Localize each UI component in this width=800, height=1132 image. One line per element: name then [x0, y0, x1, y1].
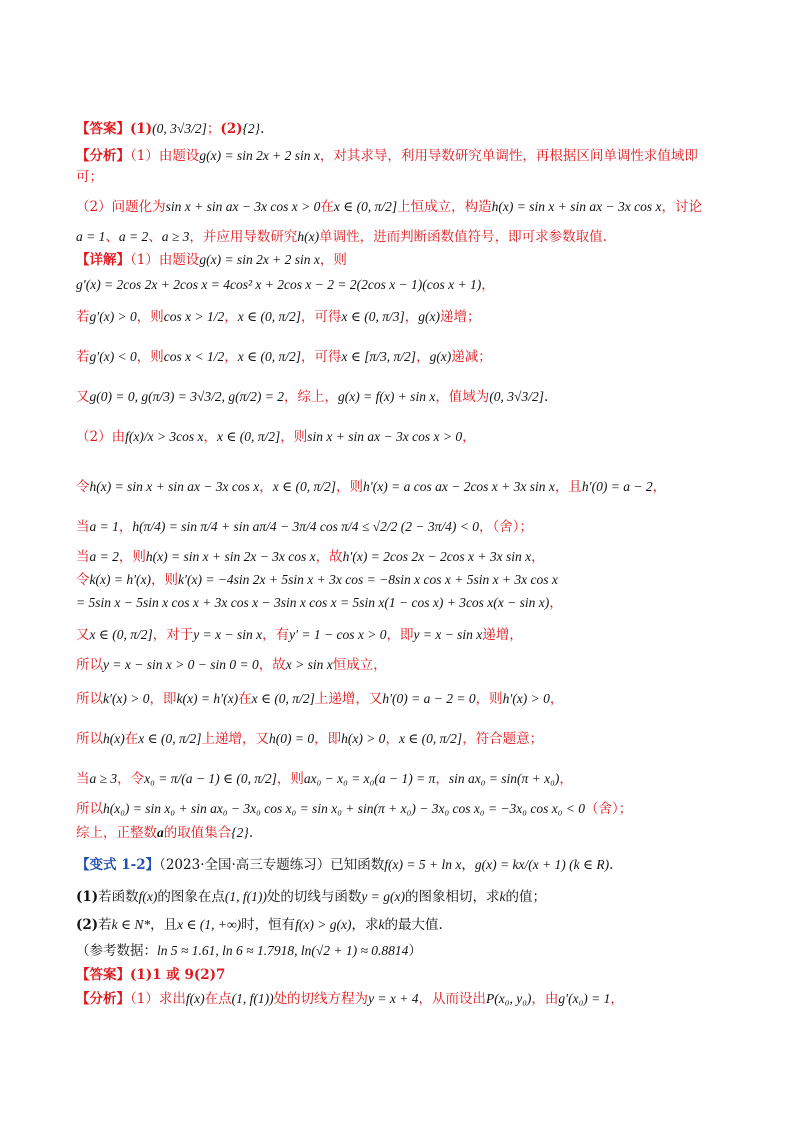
- math-expression: g(x) = kx/(x + 1) (k ∈ R): [474, 857, 610, 872]
- text-segment: ，: [224, 349, 238, 365]
- math-expression: g(0) = 0, g(π/3) = 3√3/2, g(π/2) = 2: [89, 389, 284, 404]
- math-expression: h(0) = 0: [268, 731, 315, 746]
- math-expression: k(x) = h′(x): [176, 691, 239, 706]
- detail-line-18: [76, 822, 740, 844]
- math-expression: ln 5 ≈ 1.61, ln 6 ≈ 1.7918, ln(√2 + 1) ≈ 0.8814: [157, 943, 409, 958]
- text-segment: ，故: [315, 549, 343, 565]
- math-expression: a = 1: [76, 229, 106, 244]
- math-expression: k ∈ N*: [111, 917, 151, 932]
- text-segment: (1): [130, 121, 153, 137]
- text-segment: （舍）；: [585, 801, 633, 817]
- math-expression: h′(0) = a − 2: [581, 479, 653, 494]
- detail-line-8: [76, 516, 740, 538]
- text-segment: ，: [462, 429, 476, 445]
- math-expression: h(x) = sin x + sin ax − 3x cos x: [89, 479, 260, 494]
- text-segment: ，故: [258, 657, 286, 673]
- text-segment: 的取值集合: [163, 825, 232, 841]
- math-expression: g(x) = f(x) + sin x: [338, 389, 436, 404]
- text-segment: 递减；: [451, 349, 492, 365]
- text-segment: ，求: [351, 917, 379, 933]
- text-segment: （1）由题设: [130, 252, 200, 268]
- math-expression: x₀ = π/(a − 1) ∈ (0, π/2]: [144, 771, 277, 786]
- math-expression: P(x₀, y₀): [486, 991, 532, 1006]
- text-segment: 所以: [76, 691, 103, 707]
- math-expression: f(x) = 5 + ln x: [384, 857, 462, 872]
- variant-line-3: [76, 914, 740, 936]
- text-segment: 所以: [76, 657, 103, 673]
- text-segment: 【详解】: [76, 252, 130, 268]
- text-segment: 、: [105, 229, 119, 245]
- math-expression: h(π/4) = sin π/4 + sin aπ/4 − 3π/4 cos π/4 ≤ √2/2 (2 − 3π/4) < 0: [132, 519, 479, 534]
- math-expression: (1, f(1)): [224, 889, 267, 904]
- text-segment: ，: [549, 691, 564, 707]
- math-expression: x ∈ (0, π/2]: [237, 309, 302, 324]
- text-segment: 所以: [76, 731, 103, 747]
- text-segment: 当: [76, 771, 90, 787]
- math-expression: f(x) > g(x): [295, 917, 352, 932]
- math-expression: {2}: [231, 825, 249, 840]
- math-expression: f(x): [138, 889, 158, 904]
- text-segment: 递增，: [482, 627, 523, 643]
- math-expression: g(x) = sin 2x + 2 sin x: [199, 252, 320, 267]
- text-segment: 处的切线方程为: [273, 991, 369, 1007]
- variant-line-4: [76, 940, 740, 962]
- detail-line-1: [76, 249, 740, 271]
- math-expression: h′(0) = a − 2 = 0: [382, 691, 476, 706]
- text-segment: 在: [238, 691, 252, 707]
- math-expression: f(x): [185, 991, 205, 1006]
- text-segment: ，: [118, 519, 133, 535]
- math-expression: x ∈ (0, π/2]: [89, 627, 153, 642]
- math-expression: g′(x) > 0: [89, 309, 137, 324]
- text-segment: 若函数: [98, 889, 139, 905]
- text-segment: ；: [206, 121, 221, 137]
- text-segment: ，符合题意；: [462, 731, 544, 747]
- text-segment: ，即: [314, 731, 342, 747]
- text-segment: 上递增，又: [314, 691, 383, 707]
- math-expression: (1, f(1)): [231, 991, 274, 1006]
- math-expression: h(x) > 0: [341, 731, 386, 746]
- text-segment: 当: [76, 549, 90, 565]
- text-segment: 当: [76, 519, 90, 535]
- math-expression: k′(x) = −4sin 2x + 5sin x + 3x cos = −8sin x cos x + 5sin x + 3x cos x: [178, 572, 558, 587]
- text-segment: (1): [76, 889, 99, 905]
- text-segment: ，则: [118, 549, 146, 565]
- text-segment: ）: [408, 943, 422, 959]
- math-expression: h(x₀) = sin x₀ + sin ax₀ − 3x₀ cos x₀ = sin x₀ + sin(π + x₀) − 3x₀ cos x₀ = −3x₀ cos x₀ < 0: [103, 801, 586, 816]
- detail-line-5: [76, 386, 740, 408]
- text-segment: ，且: [150, 917, 178, 933]
- text-segment: 递增；: [440, 309, 481, 325]
- text-segment: ，值域为: [435, 389, 490, 405]
- detail-line-10: [76, 569, 740, 591]
- text-segment: ，: [549, 595, 563, 611]
- text-segment: 综上，正整数: [76, 825, 157, 841]
- text-segment: ，则: [151, 572, 179, 588]
- math-expression: h(x): [297, 229, 320, 244]
- detail-line-6: [76, 426, 740, 448]
- text-segment: ，由: [531, 991, 559, 1007]
- math-expression: cos x > 1/2: [163, 309, 225, 324]
- text-segment: 【答案】: [76, 967, 130, 983]
- text-segment: ，: [652, 479, 667, 495]
- text-segment: 令: [76, 479, 90, 495]
- text-segment: 上恒成立，构造: [397, 199, 492, 215]
- text-segment: 的图象在点: [157, 889, 225, 905]
- math-expression: x ∈ (0, π/2]: [217, 429, 281, 444]
- math-expression: h(x): [103, 731, 125, 746]
- detail-line-17: [76, 798, 740, 820]
- text-segment: （1）求出: [130, 991, 186, 1007]
- text-segment: ，从而设出: [418, 991, 487, 1007]
- text-segment: ，即: [149, 691, 177, 707]
- math-expression: h(x) = sin x + sin 2x − 3x cos x: [145, 549, 316, 564]
- detail-line-15: [76, 728, 740, 750]
- text-segment: .: [609, 857, 614, 873]
- detail-line-13: [76, 654, 740, 676]
- text-segment: （2）由: [76, 429, 126, 445]
- text-segment: ，: [461, 857, 475, 873]
- text-segment: ，: [559, 771, 573, 787]
- math-expression: h′(x) > 0: [502, 691, 550, 706]
- math-expression: h(x) = sin x + sin ax − 3x cos x: [491, 199, 662, 214]
- math-expression: x ∈ (0, π/2]: [398, 731, 463, 746]
- text-segment: 【分析】: [76, 991, 130, 1007]
- text-segment: ，则: [280, 429, 308, 445]
- math-expression: y = x − sin x > 0 − sin 0 = 0: [103, 657, 259, 672]
- detail-line-9: [76, 546, 740, 568]
- detail-line-11: [76, 592, 740, 614]
- text-segment: ，可得: [301, 349, 342, 365]
- math-expression: sin x + sin ax − 3x cos x > 0: [307, 429, 463, 444]
- text-segment: 【变式 1-2】: [76, 857, 160, 873]
- text-segment: ，令: [117, 771, 145, 787]
- text-segment: 【答案】: [76, 121, 130, 137]
- text-segment: 的图象相切，求: [404, 889, 500, 905]
- text-segment: ，且: [554, 479, 582, 495]
- math-expression: g(x): [429, 349, 452, 364]
- math-expression: h′(x) = a cos ax − 2cos x + 3x sin x: [363, 479, 555, 494]
- math-expression: k: [499, 889, 506, 904]
- text-segment: ，: [385, 731, 399, 747]
- text-segment: 处的切线与函数: [266, 889, 362, 905]
- text-segment: 可；: [76, 169, 103, 185]
- math-expression: x ∈ (0, π/2]: [251, 691, 315, 706]
- detail-line-4: [76, 346, 740, 368]
- math-expression: (0, 3√3/2]: [489, 389, 544, 404]
- answer-line-1: [76, 118, 740, 140]
- math-expression: a = 1: [89, 519, 119, 534]
- text-segment: 若: [76, 349, 90, 365]
- text-segment: 在: [124, 731, 139, 747]
- text-segment: ，: [481, 277, 495, 293]
- detail-line-7: [76, 476, 740, 498]
- math-expression: = 5sin x − 5sin x cos x + 3x cos x − 3sin x cos x = 5sin x(1 − cos x) + 3cos x(x − sin x): [76, 595, 550, 610]
- math-expression: x ∈ (0, π/3]: [341, 309, 405, 324]
- text-segment: (2): [220, 121, 243, 137]
- math-expression: y = x + 4: [368, 991, 419, 1006]
- text-segment: ，则: [319, 252, 347, 268]
- text-segment: ，: [610, 991, 624, 1007]
- math-expression: k(x) = h′(x): [89, 572, 152, 587]
- text-segment: ，可得: [301, 309, 342, 325]
- text-segment: 单调性，进而判断函数值符号，即可求参数取值.: [319, 229, 607, 245]
- math-expression: y′ = 1 − cos x > 0: [289, 627, 387, 642]
- variant-analysis-line: [76, 988, 740, 1010]
- text-segment: （2）问题化为: [76, 199, 166, 215]
- analysis-line-3: [76, 196, 740, 218]
- detail-line-2: [76, 274, 740, 296]
- analysis-line-2: [76, 166, 740, 188]
- text-segment: ，则: [475, 691, 503, 707]
- math-expression: g′(x) = 2cos 2x + 2cos x = 4cos² x + 2cos x − 2 = 2(2cos x − 1)(cos x + 1): [76, 277, 482, 292]
- detail-line-3: [76, 306, 740, 328]
- text-segment: ，即: [386, 627, 414, 643]
- text-segment: ，（舍）；: [478, 519, 533, 535]
- text-segment: ，: [203, 429, 218, 445]
- text-segment: ，有: [262, 627, 290, 643]
- text-segment: （参考数据：: [76, 943, 157, 959]
- text-segment: 的最大值.: [384, 917, 443, 933]
- text-segment: （2023·全国·高三专题练习）已知函数: [159, 857, 385, 873]
- text-segment: ，: [224, 309, 238, 325]
- text-segment: ，则: [136, 309, 164, 325]
- text-segment: ，对其求导，利用导数研究单调性，再根据区间单调性求值域即: [319, 148, 698, 164]
- math-expression: x ∈ [π/3, π/2]: [341, 349, 417, 364]
- detail-line-16: [76, 768, 740, 790]
- text-segment: 所以: [76, 801, 103, 817]
- text-segment: (2): [76, 917, 99, 933]
- text-segment: ，: [435, 771, 449, 787]
- text-segment: ，则: [276, 771, 304, 787]
- math-expression: x ∈ (0, π/2]: [333, 199, 398, 214]
- text-segment: ，则: [336, 479, 364, 495]
- math-expression: x > sin x: [285, 657, 333, 672]
- text-segment: 在点: [204, 991, 232, 1007]
- text-segment: 时，恒有: [241, 917, 296, 933]
- text-segment: ，: [259, 479, 273, 495]
- math-expression: k′(x) > 0: [103, 691, 150, 706]
- math-expression: a = 2: [118, 229, 149, 244]
- text-segment: ，综上，: [284, 389, 338, 405]
- math-expression: a ≥ 3: [161, 229, 190, 244]
- math-expression: sin ax₀ = sin(π + x₀): [448, 771, 560, 786]
- text-segment: .: [248, 825, 254, 841]
- math-expression: y = x − sin x: [193, 627, 263, 642]
- math-expression: a = 2: [89, 549, 119, 564]
- math-expression: x ∈ (1, +∞): [177, 917, 242, 932]
- text-segment: ，讨论: [661, 199, 702, 215]
- math-expression: g(x): [418, 309, 441, 324]
- text-segment: 恒成立，: [332, 657, 387, 673]
- math-expression: cos x < 1/2: [163, 349, 225, 364]
- text-segment: .: [260, 121, 265, 137]
- math-expression: k: [378, 917, 385, 932]
- text-segment: 、: [148, 229, 162, 245]
- math-expression: ax₀ − x₀ = x₀(a − 1) = π: [303, 771, 436, 786]
- variant-line-1: [76, 854, 740, 876]
- math-expression: y = x − sin x: [413, 627, 483, 642]
- text-segment: .: [543, 389, 549, 405]
- math-expression: x ∈ (0, π/2]: [138, 731, 202, 746]
- math-expression: x ∈ (0, π/2]: [272, 479, 337, 494]
- math-expression: a ≥ 3: [89, 771, 118, 786]
- math-expression: sin x + sin ax − 3x cos x > 0: [165, 199, 321, 214]
- detail-line-14: [76, 688, 740, 710]
- math-expression: a: [157, 825, 164, 840]
- text-segment: 若: [76, 309, 90, 325]
- math-expression: g′(x₀) = 1: [558, 991, 611, 1006]
- text-segment: 的值；: [505, 889, 546, 905]
- text-segment: 上递增，又: [201, 731, 269, 747]
- text-segment: 【分析】: [76, 148, 130, 164]
- text-segment: ，: [416, 349, 430, 365]
- analysis-line-1: [76, 145, 740, 167]
- detail-line-12: [76, 624, 740, 646]
- text-segment: ，: [531, 549, 545, 565]
- text-segment: 令: [76, 572, 90, 588]
- text-segment: 又: [76, 627, 90, 643]
- text-segment: ，: [404, 309, 419, 325]
- math-expression: (0, 3√3/2]: [152, 121, 207, 136]
- text-segment: ，则: [136, 349, 164, 365]
- text-segment: （1）由题设: [130, 148, 200, 164]
- math-expression: y = g(x): [361, 889, 405, 904]
- math-expression: x ∈ (0, π/2]: [237, 349, 302, 364]
- text-segment: 若: [98, 917, 112, 933]
- math-expression: g′(x) < 0: [89, 349, 137, 364]
- variant-line-2: [76, 886, 740, 908]
- text-segment: ，并应用导数研究: [189, 229, 298, 245]
- variant-answer-line: [76, 964, 740, 986]
- text-segment: ，对于: [152, 627, 194, 643]
- text-segment: 在: [320, 199, 334, 215]
- math-expression: g(x) = sin 2x + 2 sin x: [199, 148, 320, 163]
- math-expression: f(x)/x > 3cos x: [125, 429, 204, 444]
- text-segment: 又: [76, 389, 90, 405]
- text-segment: (1)1 或 9(2)7: [130, 967, 226, 983]
- analysis-line-4: [76, 226, 740, 248]
- math-expression: h′(x) = 2cos 2x − 2cos x + 3x sin x: [342, 549, 532, 564]
- math-expression: {2}: [242, 121, 261, 136]
